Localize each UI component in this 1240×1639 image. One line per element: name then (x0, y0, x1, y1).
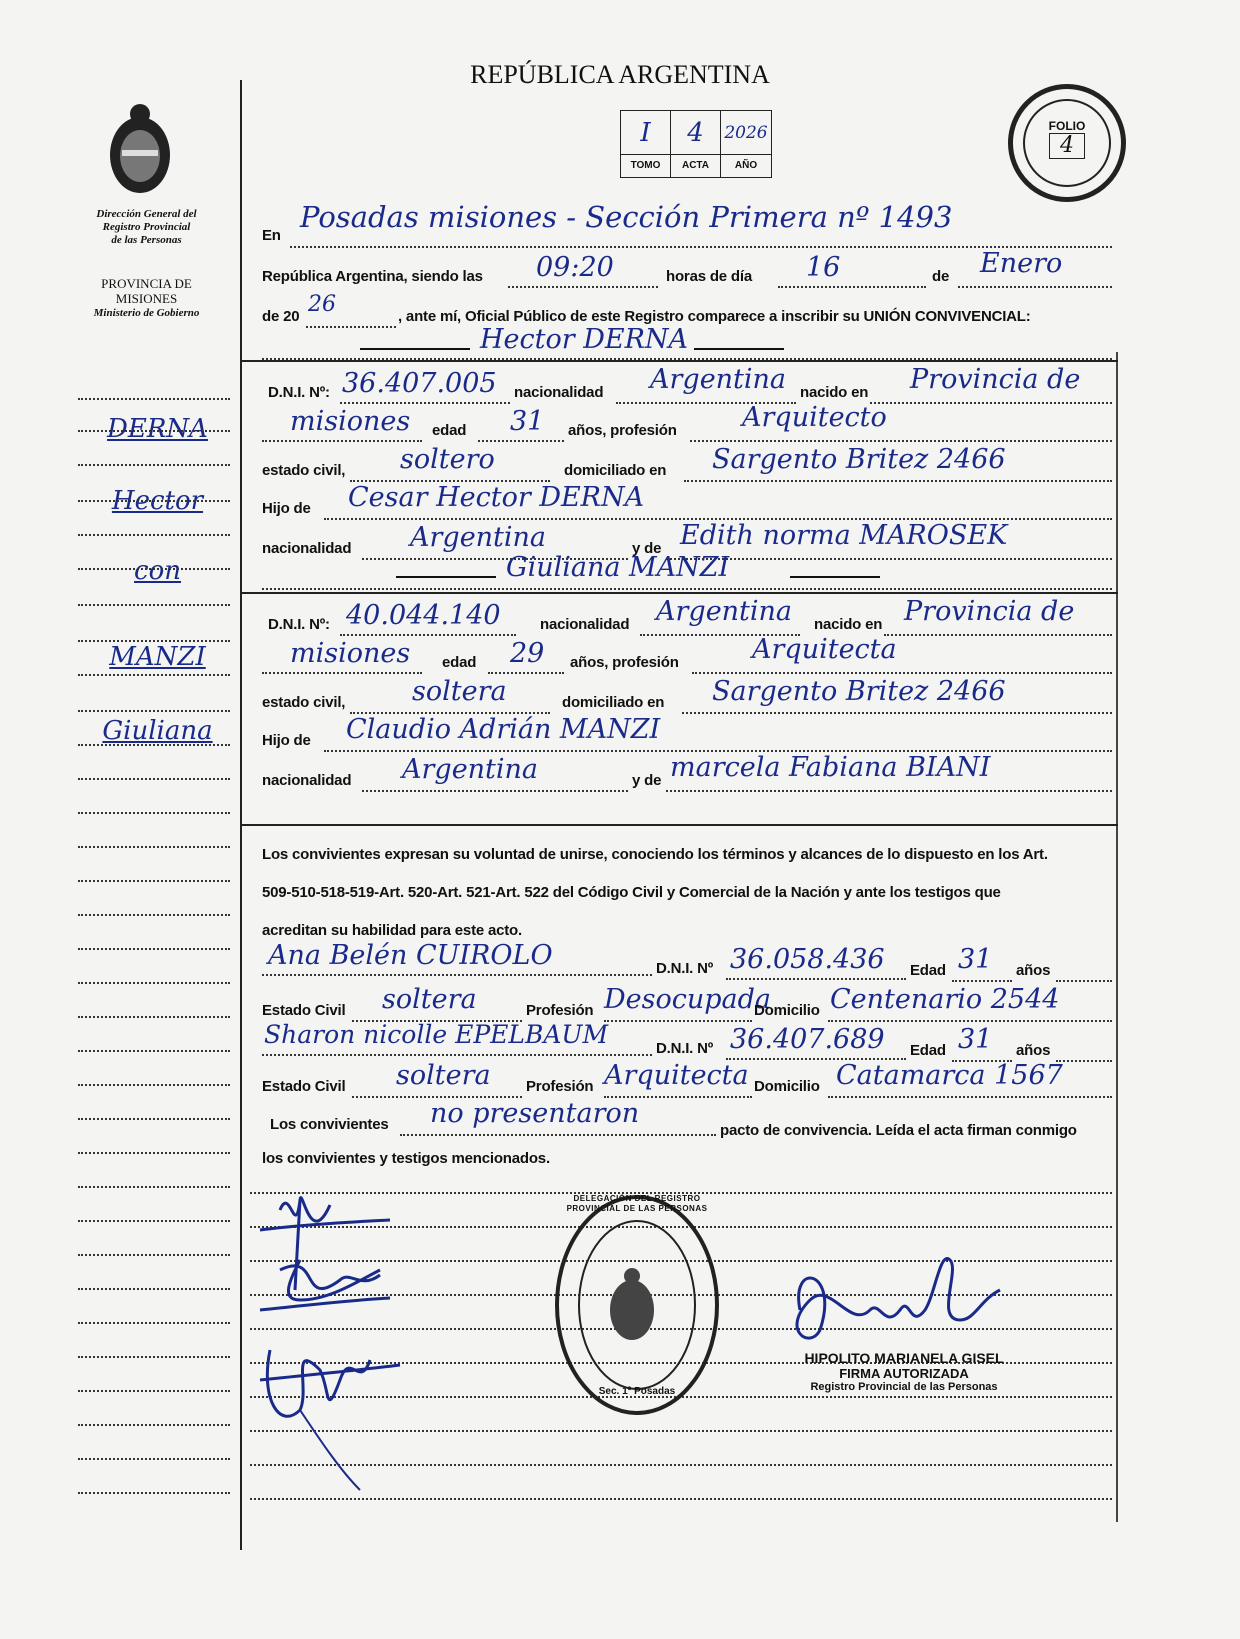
closing-value: no presentaron (430, 1098, 640, 1129)
official-org: Registro Provincial de las Personas (810, 1381, 998, 1393)
sidebar-dotted-line (78, 430, 230, 432)
declaration-line-1: Los convivientes expresan su voluntad de unirse, conociendo los términos y alcances de lo dispuesto en los Art. (262, 846, 1048, 863)
sidebar-dotted-line (78, 778, 230, 780)
sidebar-dotted-line (78, 744, 230, 746)
witness1-dni: 36.058.436 (730, 944, 885, 975)
person1-estado-label: estado civil, (262, 462, 346, 479)
person2-edad: 29 (510, 638, 545, 669)
witness1-profesion-label: Profesión (526, 1002, 594, 1019)
witness1-edad: 31 (958, 944, 993, 975)
witness1-dni-label: D.N.I. Nº (656, 960, 714, 977)
tomo-acta-anio-box (620, 110, 772, 178)
person1-edad: 31 (510, 406, 545, 437)
sidebar-dotted-line (78, 846, 230, 848)
year-value: 26 (308, 292, 336, 317)
person1-nacido-label: nacido en (800, 384, 869, 401)
province-line-2: MISIONES (115, 291, 178, 306)
anio-label: AÑO (734, 160, 758, 171)
sidebar-dotted-line (78, 1118, 230, 1120)
declaration-line-3: acreditan su habilidad para este acto. (262, 922, 522, 939)
person2-dni: 40.044.140 (346, 600, 501, 631)
sidebar-dotted-line (78, 710, 230, 712)
person1-name: Hector DERNA (480, 324, 689, 355)
hour-value: 09:20 (536, 252, 614, 283)
province-name (74, 276, 219, 321)
witness1-estado-label: Estado Civil (262, 1002, 346, 1019)
sidebar-dotted-line (78, 1254, 230, 1256)
coat-of-arms-logo (100, 100, 180, 200)
closing-suffix: pacto de convivencia. Leída el acta firman conmigo (720, 1122, 1077, 1139)
person2-nacido-2: misiones (290, 638, 411, 669)
person2-nacionalidad: Argentina (656, 596, 793, 627)
organization-name (74, 208, 219, 247)
witness1-profesion: Desocupada (604, 984, 772, 1015)
witness2-estado: soltera (396, 1060, 491, 1091)
witness1-name: Ana Belén CUIROLO (268, 940, 553, 971)
section-divider-1 (240, 360, 1118, 362)
witness2-edad-label: Edad (910, 1042, 946, 1059)
person1-domicilio-label: domiciliado en (564, 462, 667, 479)
section-divider-3 (240, 824, 1118, 826)
person2-dni-label: D.N.I. Nº: (268, 616, 330, 633)
person2-estado: soltera (412, 676, 507, 707)
person2-profesion-label: años, profesión (570, 654, 679, 671)
person2-nacido-1: Provincia de (904, 596, 1075, 627)
witness1-edad-label: Edad (910, 962, 946, 979)
month-value: Enero (980, 248, 1063, 279)
sidebar-dotted-line (78, 914, 230, 916)
person1-padre: Cesar Hector DERNA (348, 482, 645, 513)
org-line-3: de las Personas (111, 234, 182, 246)
witness1-anios-label: años (1016, 962, 1051, 979)
sidebar-dotted-line (78, 1152, 230, 1154)
person1-profesion-label: años, profesión (568, 422, 677, 439)
folio-number: 4 (1049, 133, 1085, 159)
person1-padre-nac-label: nacionalidad (262, 540, 352, 557)
republica-label: República Argentina, siendo las (262, 268, 483, 285)
sidebar-dotted-line (78, 604, 230, 606)
acta-value: 4 (671, 111, 721, 155)
sidebar-dotted-line (78, 1050, 230, 1052)
sidebar-dotted-line (78, 1322, 230, 1324)
person1-hijo-label: Hijo de (262, 500, 311, 517)
person1-nacionalidad-label: nacionalidad (514, 384, 604, 401)
signatures-scribble (240, 1180, 420, 1500)
person2-padre: Claudio Adrián MANZI (346, 714, 661, 745)
margin-note-name-1: Hector (111, 486, 204, 516)
margin-note-name-2: Giuliana (102, 716, 213, 746)
witness2-anios-label: años (1016, 1042, 1051, 1059)
person1-estado: soltero (400, 444, 495, 475)
sidebar-dotted-line (78, 1186, 230, 1188)
official-name: HIPOLITO MARIANELA GISEL (804, 1350, 1004, 1366)
person1-madre: Edith norma MAROSEK (680, 520, 1008, 551)
org-line-1: Dirección General del (96, 208, 197, 220)
person2-hijo-label: Hijo de (262, 732, 311, 749)
year-prefix: de 20 (262, 308, 300, 325)
sidebar-dotted-line (78, 1220, 230, 1222)
person2-padre-nac: Argentina (402, 754, 539, 785)
witness2-profesion: Arquitecta (604, 1060, 749, 1091)
sidebar-dotted-line (78, 1016, 230, 1018)
document-title: REPÚBLICA ARGENTINA (470, 60, 770, 89)
sidebar-dotted-line (78, 464, 230, 466)
margin-note-con: con (134, 556, 181, 586)
tomo-value: I (621, 111, 671, 155)
witness2-edad: 31 (958, 1024, 993, 1055)
person2-estado-label: estado civil, (262, 694, 346, 711)
witness2-dni: 36.407.689 (730, 1024, 885, 1055)
seal-sub-text: Sec. 1º Posadas (598, 1386, 676, 1397)
closing-line-2: los convivientes y testigos mencionados. (262, 1150, 550, 1167)
witness2-profesion-label: Profesión (526, 1078, 594, 1095)
person1-nacido-1: Provincia de (910, 364, 1081, 395)
section-divider-2 (240, 592, 1118, 594)
sidebar-dotted-line (78, 1084, 230, 1086)
en-label: En (262, 227, 281, 244)
sidebar-dotted-line (78, 500, 230, 502)
margin-note-surname-1: DERNA (107, 414, 208, 444)
anio-value: 2026 (721, 111, 771, 155)
sidebar-dotted-line (78, 1458, 230, 1460)
seal-ring-text: DELEGACIÓN DEL REGISTRO PROVINCIAL DE LAS PERSONAS (566, 1194, 708, 1213)
person2-domicilio-label: domiciliado en (562, 694, 665, 711)
person1-profesion: Arquitecto (742, 402, 887, 433)
tomo-label: TOMO (621, 155, 671, 177)
closing-prefix: Los convivientes (270, 1116, 389, 1133)
sidebar-dotted-line (78, 534, 230, 536)
sidebar-dotted-line (78, 568, 230, 570)
witness1-domicilio: Centenario 2544 (830, 984, 1060, 1015)
province-line-1: PROVINCIA DE (101, 276, 192, 291)
witness2-name: Sharon nicolle EPELBAUM (264, 1020, 609, 1049)
sidebar-dotted-line (78, 398, 230, 400)
witness1-domicilio-label: Domicilio (754, 1002, 820, 1019)
person2-nacionalidad-label: nacionalidad (540, 616, 630, 633)
person2-madre: marcela Fabiana BIANI (670, 752, 991, 783)
declaration-line-2: 509-510-518-519-Art. 520-Art. 521-Art. 522 del Código Civil y Comercial de la Nación y ante los testigos que (262, 884, 1001, 901)
person2-yde-label: y de (632, 772, 662, 789)
folio-label: FOLIO (1048, 119, 1086, 133)
intro-text-rest: , ante mí, Oficial Público de este Registro comparece a inscribir su UNIÓN CONVIVENCIAL: (398, 308, 1031, 325)
right-border (1116, 352, 1118, 1522)
person1-padre-nac: Argentina (410, 522, 547, 553)
person2-nacido-label: nacido en (814, 616, 883, 633)
day-value: 16 (806, 252, 841, 283)
person2-name: Giuliana MANZI (506, 552, 730, 583)
person2-profesion: Arquitecta (752, 634, 897, 665)
witness2-domicilio-label: Domicilio (754, 1078, 820, 1095)
sidebar-dotted-line (78, 880, 230, 882)
sidebar-dotted-line (78, 812, 230, 814)
acta-label: ACTA (671, 155, 721, 177)
sidebar-dotted-line (78, 1492, 230, 1494)
sidebar-dotted-line (78, 640, 230, 642)
person1-dni: 36.407.005 (342, 368, 497, 399)
sidebar-dotted-line (78, 1390, 230, 1392)
de-label: de (932, 268, 950, 285)
sidebar-dotted-line (78, 982, 230, 984)
person1-domicilio: Sargento Britez 2466 (712, 444, 1006, 475)
ministry-name: Ministerio de Gobierno (93, 307, 200, 319)
person1-yde-label: y de (632, 540, 662, 557)
person2-domicilio: Sargento Britez 2466 (712, 676, 1006, 707)
witness1-estado: soltera (382, 984, 477, 1015)
sidebar-dotted-line (78, 948, 230, 950)
sidebar-dotted-line (78, 1288, 230, 1290)
sidebar-dotted-line (78, 1424, 230, 1426)
witness2-dni-label: D.N.I. Nº (656, 1040, 714, 1057)
folio-stamp (1008, 84, 1126, 202)
registry-seal (552, 1190, 722, 1420)
horas-label: horas de día (666, 268, 752, 285)
sidebar-dotted-line (78, 674, 230, 676)
sidebar-dotted-line (78, 1356, 230, 1358)
place-value: Posadas misiones - Sección Primera nº 1493 (300, 200, 953, 234)
person1-nacionalidad: Argentina (650, 364, 787, 395)
org-line-2: Registro Provincial (102, 221, 191, 233)
person2-padre-nac-label: nacionalidad (262, 772, 352, 789)
person1-dni-label: D.N.I. Nº: (268, 384, 330, 401)
person2-edad-label: edad (442, 654, 477, 671)
person1-edad-label: edad (432, 422, 467, 439)
person1-nacido-2: misiones (290, 406, 411, 437)
witness2-domicilio: Catamarca 1567 (836, 1060, 1063, 1091)
official-stamp (784, 1350, 1024, 1393)
witness2-estado-label: Estado Civil (262, 1078, 346, 1095)
margin-note-surname-2: MANZI (109, 642, 206, 672)
official-role: FIRMA AUTORIZADA (839, 1366, 969, 1381)
